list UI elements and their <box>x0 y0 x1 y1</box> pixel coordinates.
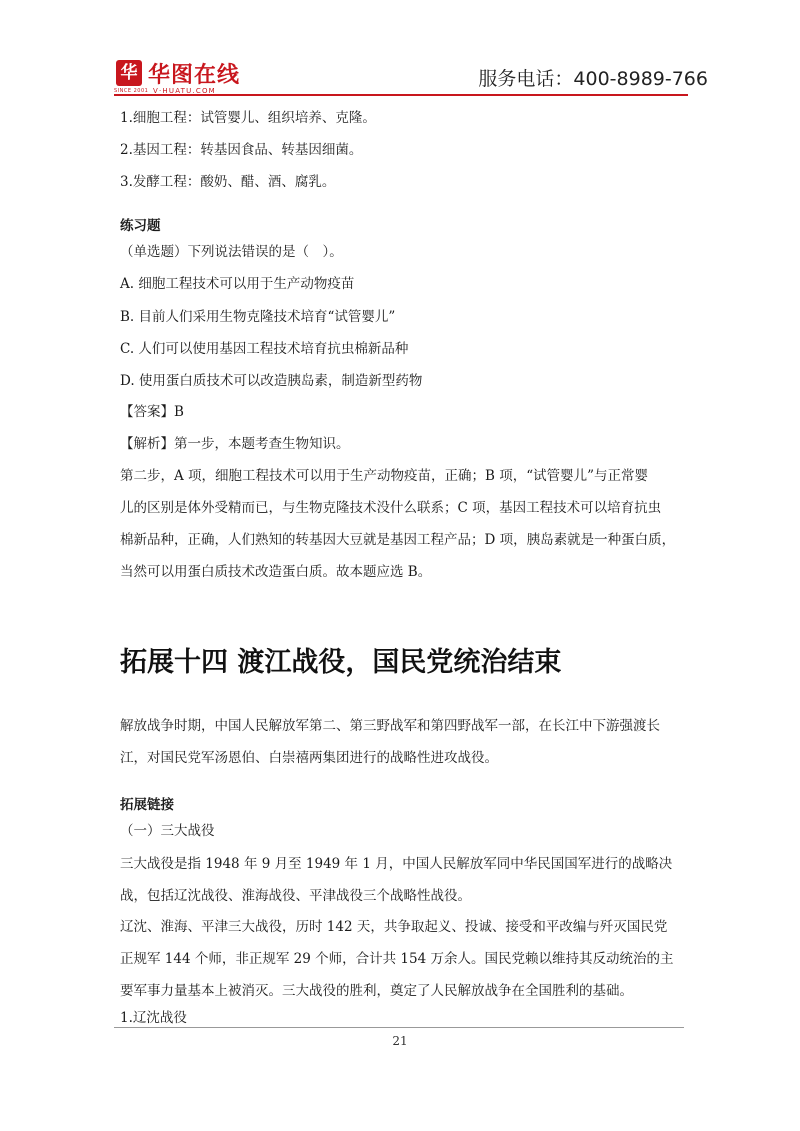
sub-heading: （一）三大战役 <box>120 823 215 839</box>
para-line-4: 正规军 144 个师，非正规军 29 个师，合计共 154 万余人。国民党赖以维持其反动统治的主 <box>120 951 674 967</box>
exercise-question: （单选题）下列说法错误的是（ ）。 <box>120 244 343 260</box>
section-title: 拓展十四 渡江战役，国民党统治结束 <box>120 647 562 678</box>
extension-link-heading: 拓展链接 <box>120 797 174 813</box>
header-divider <box>114 94 688 96</box>
section-intro-line-2: 江，对国民党军汤恩伯、白崇禧两集团进行的战略性进攻战役。 <box>120 750 498 766</box>
analysis-line-1: 【解析】第一步，本题考查生物知识。 <box>120 436 350 452</box>
option-a: A. 细胞工程技术可以用于生产动物疫苗 <box>120 276 355 292</box>
analysis-line-4: 棉新品种，正确，人们熟知的转基因大豆就是基因工程产品；D 项，胰岛素就是一种蛋白质， <box>120 532 676 548</box>
footer-divider <box>114 1027 684 1028</box>
list-item-liaoshen: 1.辽沈战役 <box>120 1010 187 1026</box>
analysis-line-5: 当然可以用蛋白质技术改造蛋白质。故本题应选 B。 <box>120 564 432 580</box>
para-line-1: 三大战役是指 1948 年 9 月至 1949 年 1 月，中国人民解放军同中华民国国军进行的战略决 <box>120 856 673 872</box>
answer: 【答案】B <box>120 404 184 420</box>
option-d: D. 使用蛋白质技术可以改造胰岛素，制造新型药物 <box>120 373 423 389</box>
option-c: C. 人们可以使用基因工程技术培育抗虫棉新品种 <box>120 341 409 357</box>
para-line-5: 要军事力量基本上被消灭。三大战役的胜利，奠定了人民解放战争在全国胜利的基础。 <box>120 983 633 999</box>
logo-url: V·HUATU.COM <box>153 87 216 95</box>
para-line-3: 辽沈、淮海、平津三大战役，历时 142 天，共争取起义、投诚、接受和平改编与歼灭国民党 <box>120 919 668 935</box>
exercise-heading: 练习题 <box>120 218 161 234</box>
option-b: B. 目前人们采用生物克隆技术培育“试管婴儿” <box>120 309 396 325</box>
section-intro-line-1: 解放战争时期，中国人民解放军第二、第三野战军和第四野战军一部，在长江中下游强渡长 <box>120 718 660 734</box>
intro-item-1: 1.细胞工程：试管婴儿、组织培养、克隆。 <box>120 110 376 126</box>
analysis-line-2: 第二步，A 项，细胞工程技术可以用于生产动物疫苗，正确；B 项，“试管婴儿”与正常婴 <box>120 468 649 484</box>
logo-mark-icon: 华 <box>116 60 142 86</box>
logo-since: SINCE 2001 <box>114 88 149 94</box>
service-hotline: 服务电话：400-8989-766 <box>478 68 708 90</box>
para-line-2: 战，包括辽沈战役、淮海战役、平津战役三个战略性战役。 <box>120 888 471 904</box>
intro-item-3: 3.发酵工程：酸奶、醋、酒、腐乳。 <box>120 174 336 190</box>
intro-item-2: 2.基因工程：转基因食品、转基因细菌。 <box>120 142 363 158</box>
analysis-line-3: 儿的区别是体外受精而已，与生物克隆技术没什么联系；C 项，基因工程技术可以培育抗虫 <box>120 500 662 516</box>
page-number: 21 <box>392 1034 408 1048</box>
logo-name: 华图在线 <box>148 63 241 88</box>
